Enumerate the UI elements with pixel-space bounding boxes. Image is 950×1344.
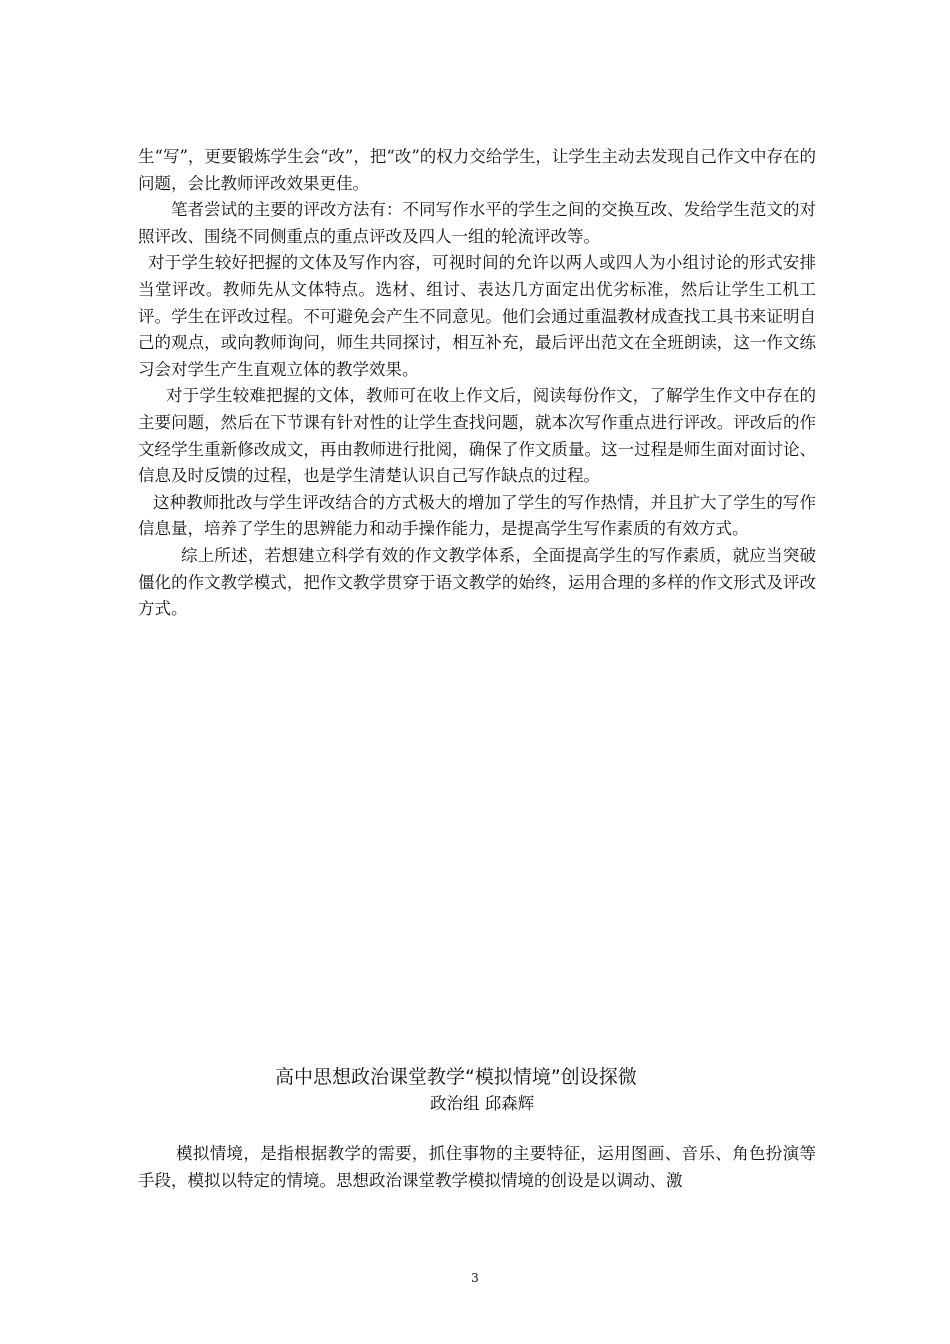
- paragraph-1: 生“写”，更要锻炼学生会“改”，把“改”的权力交给学生，让学生主动去发现自己作文中存在的问题，会比教师评改效果更佳。: [138, 147, 816, 193]
- paragraph-2: 笔者尝试的主要的评改方法有：不同写作水平的学生之间的交换互改、发给学生范文的对照评改、围绕不同侧重点的重点评改及四人一组的轮流评改等。: [138, 200, 816, 246]
- paragraph-6: 综上所述，若想建立科学有效的作文教学体系，全面提高学生的写作素质，就应当突破僵化的作文教学模式，把作文教学贯穿于语文教学的始终，运用合理的多样的作文形式及评改方式。: [138, 545, 816, 619]
- paragraph-5: 这种教师批改与学生评改结合的方式极大的增加了学生的写作热情，并且扩大了学生的写作信息量，培养了学生的思辨能力和动手操作能力，是提高学生写作素质的有效方式。: [138, 492, 816, 539]
- page-number: 3: [471, 1271, 479, 1285]
- essay-continuation: [138, 144, 816, 623]
- article-title: 高中思想政治课堂教学“模拟情境”创设探微: [275, 1066, 637, 1088]
- article-author: 政治组 邱森辉: [430, 1094, 535, 1113]
- paragraph-4: 对于学生较难把握的文体，教师可在收上作文后，阅读每份作文，了解学生作文中存在的主要问题，然后在下节课有针对性的让学生查找问题，就本次写作重点进行评改。评改后的作文经学生重新修改成文，再由教师进行批阅，确保了作文质量。这一过程是师生面对面讨论、信息及时反馈的过程，也是学生清楚认识自己写作缺点的过程。: [138, 386, 816, 486]
- paragraph-3: 对于学生较好把握的文体及写作内容，可视时间的允许以两人或四人为小组讨论的形式安排当堂评改。教师先从文体特点。选材、组讨、表达几方面定出优劣标准，然后让学生工机工评。学生在评改过程。不可避免会产生不同意见。他们会通过重温教材成查找工具书来证明自己的观点，或向教师询问，师生共同探讨，相互补充，最后评出范文在全班朗读，这一作文练习会对学生产生直观立体的教学效果。: [138, 253, 816, 379]
- article-intro-paragraph: 模拟情境，是指根据教学的需要，抓住事物的主要特征，运用图画、音乐、角色扮演等手段，模拟以特定的情境。思想政治课堂教学模拟情境的创设是以调动、激: [138, 1144, 816, 1190]
- article-intro: [138, 1140, 816, 1194]
